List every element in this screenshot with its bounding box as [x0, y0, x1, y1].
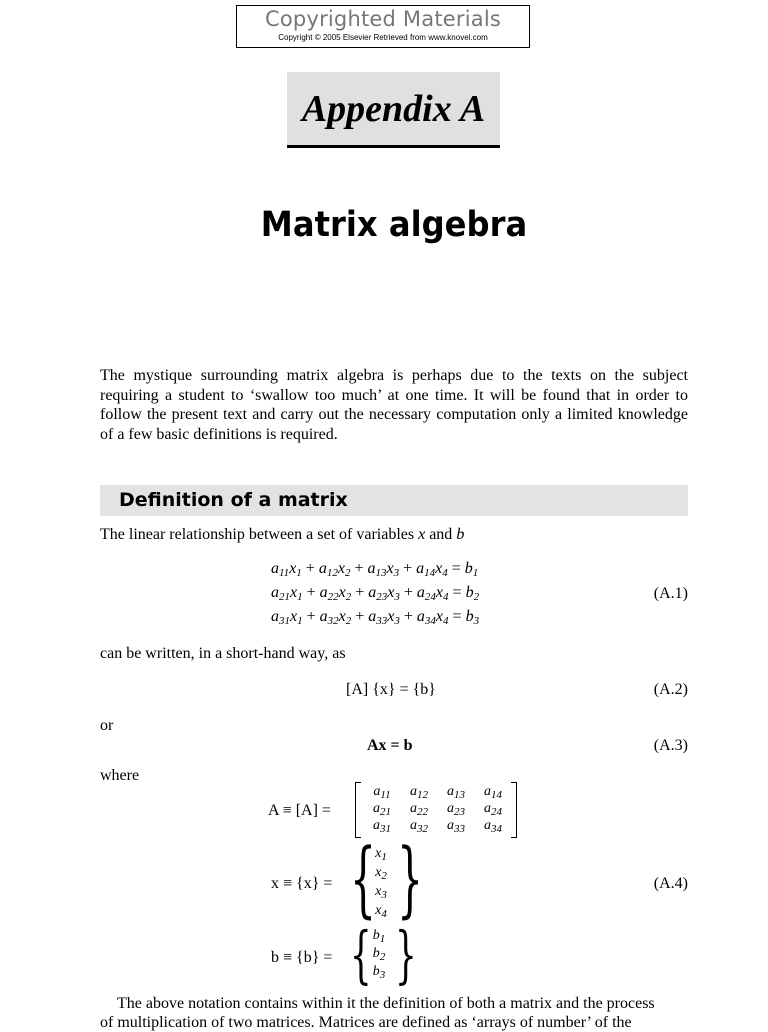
copyright-stamp: [236, 5, 530, 48]
vector-x-left-brace: {: [350, 832, 377, 927]
equation-a1-row: $a_{21}x_1 + a_{22}x_2 + a_{23}x_3 + a_{24}x_4 = b_2$: [271, 584, 480, 603]
shorthand-text: can be written, in a short-hand way, as: [100, 645, 346, 662]
vector-b-cell: $b_1$: [372, 928, 386, 945]
intro-paragraph: The mystique surrounding matrix algebra is perhaps due to the texts on the subject requiring a student to ‘swallow too much’ at one time. It will be found that in order to follow the present text and carry out the necessary computation only a limited knowledge of a few basic definitions is required.: [100, 367, 688, 443]
vector-x-lhs: x ≡ {x} =: [271, 875, 333, 892]
closing-line-1: The above notation contains within it the definition of both a matrix and the process: [117, 995, 655, 1012]
equation-a1-row: $a_{31}x_1 + a_{32}x_2 + a_{33}x_3 + a_{34}x_4 = b_3$: [271, 608, 480, 627]
chapter-title: Matrix algebra: [260, 205, 528, 245]
equation-number-a3: (A.3): [653, 737, 688, 754]
vector-b-left-brace: {: [350, 918, 372, 991]
section-heading: Definition of a matrix: [100, 485, 688, 516]
matrix-a-cell: $a_{21}$: [373, 801, 391, 818]
equation-number-a2: (A.2): [653, 681, 688, 698]
matrix-a-cell: $a_{22}$: [410, 801, 428, 818]
equation-number-a4: (A.4): [653, 875, 688, 892]
vector-b-cell: $b_3$: [372, 964, 386, 981]
equation-a1-row: $a_{11}x_1 + a_{12}x_2 + a_{13}x_3 + a_{14}x_4 = b_1$: [271, 560, 479, 579]
vector-b-lhs: b ≡ {b} =: [271, 949, 333, 966]
vector-x-cell: $x_1$: [375, 846, 387, 863]
matrix-a-cell: $a_{11}$: [373, 784, 391, 801]
linear-relationship-text: The linear relationship between a set of variables x and b: [100, 526, 465, 543]
matrix-a-cell: $a_{12}$: [410, 784, 428, 801]
matrix-a-cell: $a_{23}$: [447, 801, 465, 818]
equation-a2: [A] {x} = {b}: [346, 681, 436, 698]
closing-line-2: of multiplication of two matrices. Matrices are defined as ‘arrays of number’ of the: [100, 1014, 632, 1031]
matrix-a-cell: $a_{31}$: [373, 818, 391, 835]
vector-b-cell: $b_2$: [372, 946, 386, 963]
matrix-a-cell: $a_{32}$: [410, 818, 428, 835]
vector-x-cell: $x_4$: [375, 903, 387, 920]
stamp-subtitle: Copyright © 2005 Elsevier Retrieved from www.knovel.com: [278, 33, 488, 42]
vector-b-right-brace: }: [395, 918, 417, 991]
matrix-a-cell: $a_{13}$: [447, 784, 465, 801]
stamp-title: Copyrighted Materials: [265, 7, 501, 31]
matrix-a-cell: $a_{14}$: [484, 784, 502, 801]
appendix-label: Appendix A: [287, 72, 500, 148]
matrix-a-left-bracket: [355, 782, 361, 838]
equation-number-a1: (A.1): [653, 585, 688, 602]
where-text: where: [100, 767, 140, 784]
or-text: or: [100, 717, 114, 734]
matrix-a-cell: $a_{33}$: [447, 818, 465, 835]
vector-x-cell: $x_2$: [375, 865, 387, 882]
matrix-a-cell: $a_{24}$: [484, 801, 502, 818]
matrix-a-lhs: A ≡ [A] =: [268, 802, 331, 819]
matrix-a-cell: $a_{34}$: [484, 818, 502, 835]
vector-x-cell: $x_3$: [375, 884, 387, 901]
equation-a3: Ax = b: [367, 737, 413, 754]
vector-x-right-brace: }: [397, 832, 424, 927]
